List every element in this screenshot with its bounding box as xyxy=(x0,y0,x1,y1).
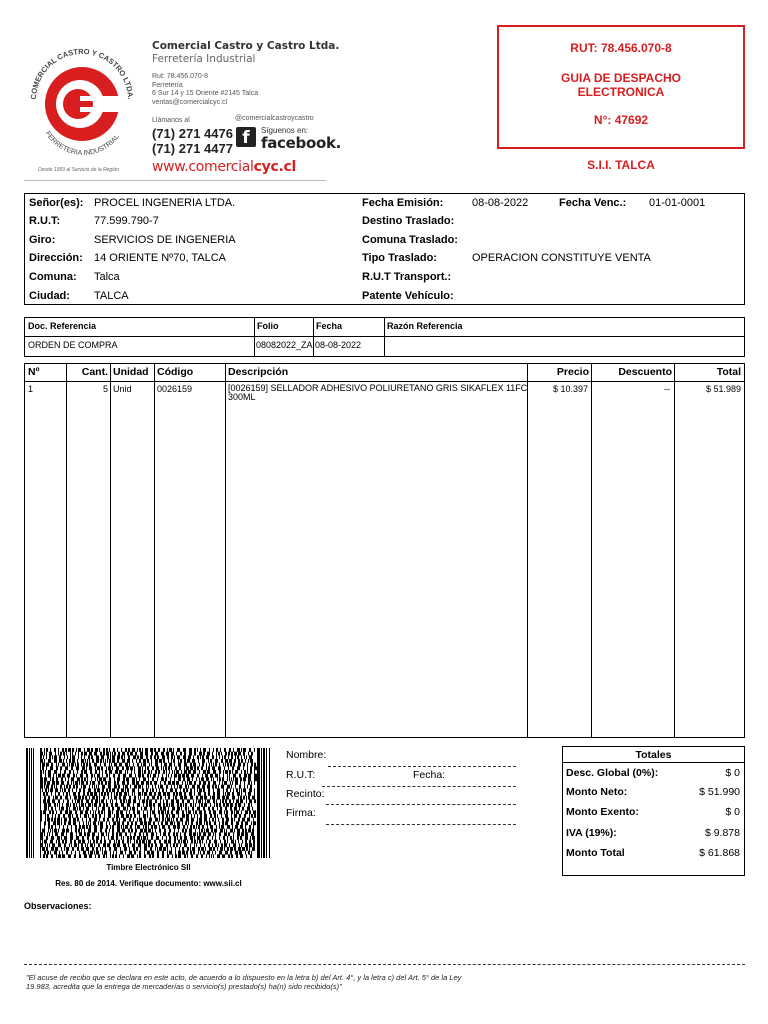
legal-line-2: 19.983, acredita que la entrega de mercaderías o servicio(s) prestado(s) ha(n) sido recibido(s)" xyxy=(26,982,342,991)
monto-exento-label: Monto Exento: xyxy=(566,806,639,818)
call-label: Llámanos al xyxy=(152,117,190,124)
logo-ring-text-bottom: FERRETERIA INDUSTRIAL xyxy=(43,130,121,157)
item-unidad: Unid xyxy=(113,384,132,394)
rut-label: R.U.T: xyxy=(29,215,61,227)
phone-2: (71) 271 4477 xyxy=(152,141,233,156)
item-cant: 5 xyxy=(102,384,108,394)
facebook-follow-label: Síguenos en: xyxy=(261,126,309,135)
customer-box xyxy=(24,193,745,305)
timbre-label: Timbre Electrónico SII xyxy=(106,863,191,872)
nombre-label: Nombre: xyxy=(286,749,327,761)
item-descuento: -- xyxy=(664,384,670,394)
col-header-cant: Cant. xyxy=(81,366,108,378)
item-descripcion-line2: 300ML xyxy=(228,392,256,402)
phone-1: (71) 271 4476 xyxy=(152,126,233,141)
senores-value: PROCEL INGENERIA LTDA. xyxy=(94,197,236,209)
col-header-precio: Precio xyxy=(556,366,589,378)
document-type xyxy=(499,71,743,99)
item-descripcion xyxy=(228,384,527,402)
tipo-traslado-label: Tipo Traslado: xyxy=(362,252,437,264)
item-descripcion-line1: [0026159] SELLADOR ADHESIVO POLIURETANO GRIS SIKAFLEX 11FC xyxy=(228,383,528,393)
legal-notice xyxy=(26,973,486,991)
sii-office: S.I.I. TALCA xyxy=(587,158,655,172)
totals-title: Totales xyxy=(563,747,744,763)
col-header-descuento: Descuento xyxy=(618,366,672,378)
iva-label: IVA (19%): xyxy=(566,827,617,839)
phone-numbers xyxy=(152,126,233,156)
observaciones-label: Observaciones: xyxy=(24,901,92,911)
company-giro: Ferretería xyxy=(152,81,183,89)
monto-neto-label: Monto Neto: xyxy=(566,786,628,798)
ref-header-folio: Folio xyxy=(257,321,279,331)
rut-recv-label: R.U.T: xyxy=(286,769,316,781)
web-bold: cyc.cl xyxy=(253,159,296,175)
ciudad-value: TALCA xyxy=(94,290,129,302)
resolution-label: Res. 80 de 2014. Verifique documento: www.sii.cl xyxy=(55,879,242,888)
iva-value: $ 9.878 xyxy=(704,827,740,839)
company-logo xyxy=(22,34,142,164)
ref-header-fecha: Fecha xyxy=(316,321,343,331)
fecha-emision-value: 08-08-2022 xyxy=(472,197,529,209)
legal-line-1: "El acuse de recibo que se declara en este acto, de acuerdo a lo dispuesto en la letra b) del Art. 4°, y la letra c) del Art. 5° de la Ley xyxy=(26,973,462,982)
header-divider xyxy=(24,180,326,181)
col-header-unidad: Unidad xyxy=(113,366,149,378)
rut-transport-label: R.U.T Transport.: xyxy=(362,271,452,283)
monto-total-label: Monto Total xyxy=(566,847,625,859)
col-header-num: Nº xyxy=(28,366,40,378)
recinto-label: Recinto: xyxy=(286,788,325,800)
facebook-wordmark: facebook. xyxy=(261,134,342,152)
col-header-descripcion: Descripción xyxy=(228,366,289,378)
document-type-line2: ELECTRONICA xyxy=(577,85,665,99)
ref-header-doc: Doc. Referencia xyxy=(28,321,97,331)
col-header-total: Total xyxy=(716,366,741,378)
comuna-label: Comuna: xyxy=(29,271,77,283)
patente-label: Patente Vehículo: xyxy=(362,290,454,302)
fecha-venc-label: Fecha Venc.: xyxy=(559,197,627,209)
company-email: ventas@comercialcyc.cl xyxy=(152,98,228,106)
giro-label: Giro: xyxy=(29,234,56,246)
company-address: 6 Sur 14 y 15 Oriente #2145 Talca xyxy=(152,90,259,97)
monto-total-value: $ 61.868 xyxy=(699,847,740,859)
issuer-rut: RUT: 78.456.070-8 xyxy=(570,41,672,55)
document-type-line1: GUIA DE DESPACHO xyxy=(560,71,681,85)
item-num: 1 xyxy=(28,384,34,394)
direccion-label: Dirección: xyxy=(29,252,83,264)
comuna-value: Talca xyxy=(94,271,120,283)
desc-global-value: $ 0 xyxy=(725,767,740,779)
company-info xyxy=(152,73,342,107)
reference-table xyxy=(24,317,745,357)
monto-neto-value: $ 51.990 xyxy=(699,786,740,798)
senores-label: Señor(es): xyxy=(29,197,84,209)
company-block xyxy=(152,40,342,107)
totals-box xyxy=(562,746,745,876)
item-codigo: 0026159 xyxy=(157,384,193,394)
item-precio: $ 10.397 xyxy=(552,384,588,394)
web-prefix: www. xyxy=(152,159,189,175)
ref-fecha: 08-08-2022 xyxy=(315,340,362,350)
fecha-recv-label: Fecha: xyxy=(413,769,446,781)
ref-header-razon: Razón Referencia xyxy=(387,321,463,331)
document-id-box xyxy=(497,25,745,149)
facebook-handle: @comercialcastroycastro xyxy=(235,115,314,122)
since-tagline: Desde 1993 al Servicio de la Región xyxy=(38,167,119,173)
giro-value: SERVICIOS DE INGENERIA xyxy=(94,234,236,246)
company-website xyxy=(152,159,296,175)
firma-label: Firma: xyxy=(286,807,316,819)
ciudad-label: Ciudad: xyxy=(29,290,70,302)
pdf417-barcode xyxy=(26,748,271,858)
company-rut: Rut: 78.456.070-8 xyxy=(152,73,209,80)
desc-global-label: Desc. Global (0%): xyxy=(566,767,659,779)
destino-label: Destino Traslado: xyxy=(362,215,455,227)
col-header-codigo: Código xyxy=(157,366,194,378)
item-total: $ 51.989 xyxy=(705,384,741,394)
direccion-value: 14 ORIENTE Nº70, TALCA xyxy=(94,252,226,264)
comuna-traslado-label: Comuna Traslado: xyxy=(362,234,458,246)
company-subtitle: Ferretería Industrial xyxy=(152,53,256,65)
rut-value: 77.599.790-7 xyxy=(94,215,159,227)
logo-ring-text: COMERCIAL CASTRO Y CASTRO LTDA. xyxy=(28,46,136,100)
ref-folio: 08082022_ZA xyxy=(256,340,313,350)
company-name: Comercial Castro y Castro Ltda. xyxy=(152,40,340,52)
fecha-emision-label: Fecha Emisión: xyxy=(362,197,444,209)
document-folio: N°: 47692 xyxy=(593,113,649,127)
web-light: comercial xyxy=(188,159,254,175)
ref-doc: ORDEN DE COMPRA xyxy=(28,340,118,350)
tipo-traslado-value: OPERACION CONSTITUYE VENTA xyxy=(472,252,651,264)
items-table xyxy=(24,363,745,738)
fecha-venc-value: 01-01-0001 xyxy=(649,197,706,209)
cut-line xyxy=(24,964,745,965)
facebook-icon: f xyxy=(236,127,256,147)
monto-exento-value: $ 0 xyxy=(725,806,740,818)
